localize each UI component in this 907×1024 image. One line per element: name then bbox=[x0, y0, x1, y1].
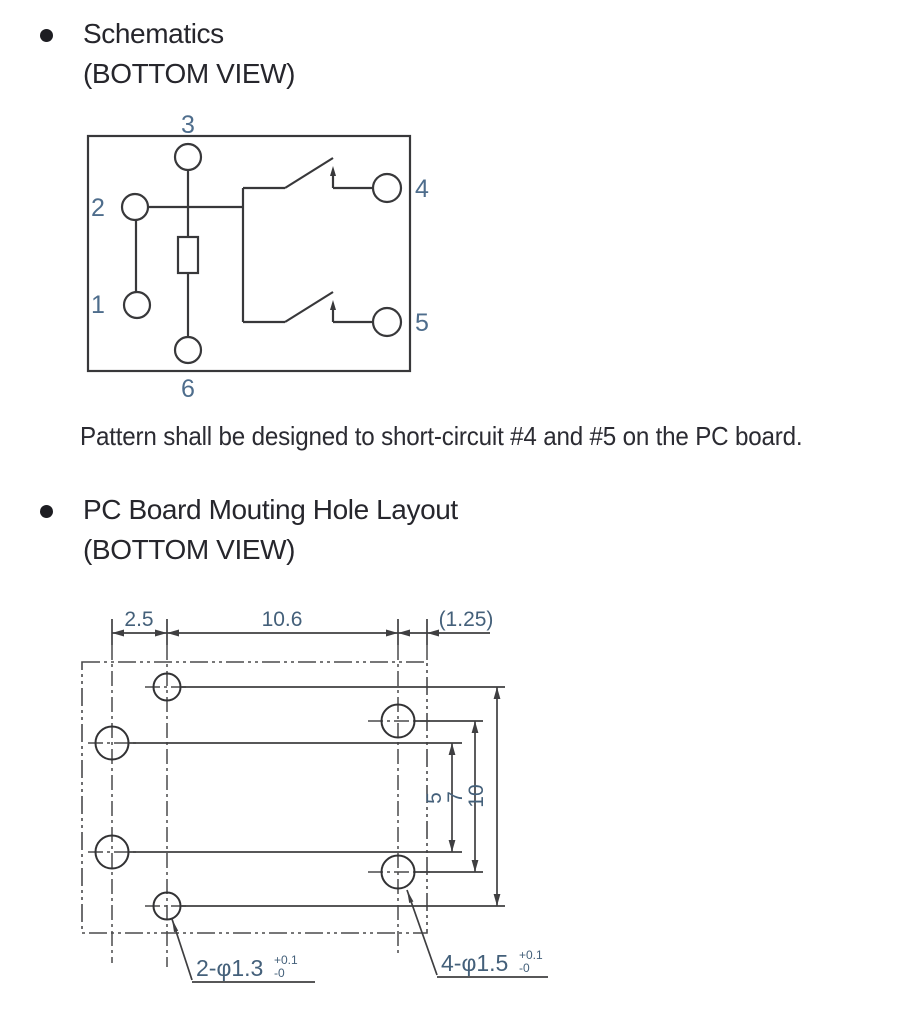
contact-arrow-icon bbox=[330, 300, 336, 310]
dim-2-5-label: 2.5 bbox=[124, 608, 154, 631]
leader-contact-holes bbox=[407, 890, 548, 977]
bullet-icon bbox=[40, 505, 53, 518]
schematic-diagram bbox=[80, 108, 470, 408]
mounting-hole-layout-diagram bbox=[50, 595, 610, 1020]
switch-upper bbox=[243, 158, 401, 202]
schematics-section-title: Schematics bbox=[83, 18, 224, 49]
layout-section-title: PC Board Mouting Hole Layout bbox=[83, 494, 458, 525]
dim-5-label: 5 bbox=[423, 792, 446, 804]
schematics-section-subtitle: (BOTTOM VIEW) bbox=[83, 58, 296, 89]
pin-6-label: 6 bbox=[181, 375, 195, 403]
mounting-holes bbox=[96, 674, 415, 920]
pin-2-circle bbox=[122, 194, 148, 220]
pin-5-circle bbox=[373, 308, 401, 336]
pin-3-label: 3 bbox=[181, 111, 195, 139]
pin-5-label: 5 bbox=[415, 309, 429, 337]
pin-1-circle bbox=[124, 292, 150, 318]
contact-hole-size-label: 4-φ1.5 bbox=[441, 950, 509, 976]
dim-7-label: 7 bbox=[444, 791, 467, 803]
dim-10-6-label: 10.6 bbox=[261, 608, 303, 631]
coil-hole-tol-plus: +0.1 bbox=[274, 953, 298, 967]
short-circuit-note: Pattern shall be designed to short-circuit #4 and #5 on the PC board. bbox=[80, 421, 803, 451]
bullet-icon bbox=[40, 29, 53, 42]
dim-10-label: 10 bbox=[465, 784, 488, 808]
pin-1-label: 1 bbox=[91, 291, 105, 319]
leader-coil-holes bbox=[172, 919, 315, 982]
coil-hole-size-label: 2-φ1.3 bbox=[196, 955, 264, 981]
coil-symbol bbox=[178, 237, 198, 273]
pin-3-circle bbox=[175, 144, 201, 170]
coil-circuit bbox=[122, 144, 243, 363]
contact-arrow-icon bbox=[330, 166, 336, 176]
relay-body-outline bbox=[82, 662, 427, 933]
pin-4-circle bbox=[373, 174, 401, 202]
leader-arrow-icon bbox=[407, 890, 413, 903]
contact-hole-tol-plus: +0.1 bbox=[519, 948, 543, 962]
dim-1-25-label: (1.25) bbox=[438, 608, 494, 631]
contact-hole-tol-minus: -0 bbox=[519, 961, 530, 975]
layout-section-subtitle: (BOTTOM VIEW) bbox=[83, 534, 296, 565]
leader-arrow-icon bbox=[172, 919, 178, 932]
pin-labels bbox=[91, 111, 429, 403]
center-lines bbox=[88, 645, 430, 967]
coil-hole-tol-minus: -0 bbox=[274, 966, 285, 980]
switch-lower bbox=[243, 292, 401, 336]
pin-2-label: 2 bbox=[91, 194, 105, 222]
pin-6-circle bbox=[175, 337, 201, 363]
pin-4-label: 4 bbox=[415, 175, 429, 203]
